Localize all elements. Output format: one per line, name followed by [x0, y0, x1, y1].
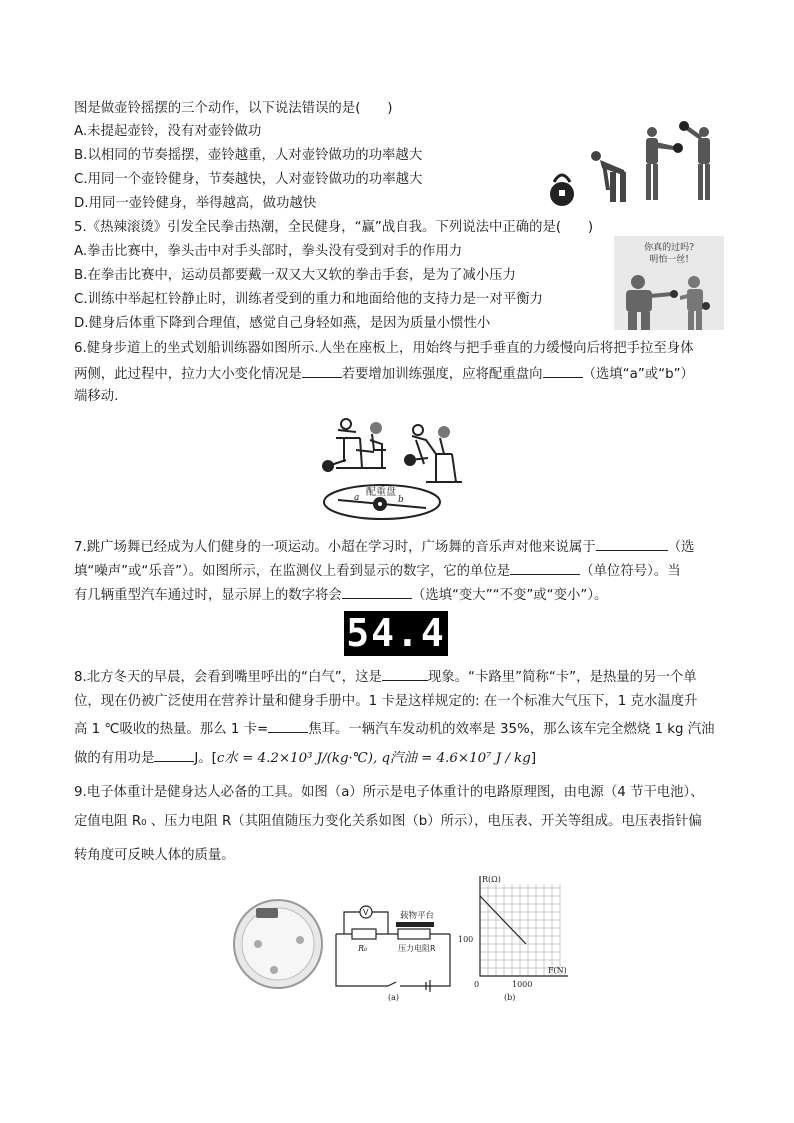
q5-option-c: C.训练中举起杠铃静止时，训练者受到的重力和地面给他的支持力是一对平衡力 [74, 292, 543, 307]
q8-line3-text-a: 高 1 ℃吸收的热量。那么 1 卡= [74, 722, 269, 737]
circuit-diagram-a [330, 900, 460, 1004]
noise-monitor-display: 54.4 [344, 611, 448, 656]
q8-line4-text-a: 做的有用功是 [74, 751, 155, 766]
q6-line2-text-b: 若要增加训练强度，应将配重盘向 [341, 367, 543, 382]
q6-line2-text-a: 两侧，此过程中，拉力大小变化情况是 [74, 367, 302, 382]
q7-line2 [74, 561, 681, 581]
boxing-caption-1: 你真的过吗? [644, 243, 694, 253]
rowing-machine-figure [316, 410, 476, 520]
q8-line4 [74, 748, 536, 768]
graph-xlabel: F(N) [548, 966, 567, 975]
q8-answer-blank-2[interactable] [268, 719, 308, 733]
q8-formula: c水 = 4.2×10³ J/(kg·℃), q汽油 = 4.6×10⁷ J / kg [216, 751, 531, 766]
q8-line3 [74, 719, 715, 739]
q-kettlebell-option-a: A.未提起壶铃，没有对壶铃做功 [74, 124, 262, 139]
q8-line1-text-b: 现象。“卡路里”简称“卡”，是热量的另一个单 [427, 670, 697, 685]
q5-option-a: A.拳击比赛中，拳头击中对手头部时，拳头没有受到对手的作用力 [74, 244, 463, 259]
voltmeter-label: V [363, 908, 369, 917]
q6-answer-blank-1[interactable] [302, 364, 342, 378]
counterweight-label-b: b [398, 495, 404, 505]
q-kettlebell-option-c: C.用同一个壶铃健身，节奏越快，人对壶铃做功的功率越大 [74, 172, 423, 187]
q7-line3 [74, 585, 607, 605]
r0-label: R₀ [358, 944, 368, 953]
q-kettlebell-option-b: B.以相同的节奏摇摆，壶铃越重，人对壶铃做功的功率越大 [74, 148, 423, 163]
athlete-swing-figure [646, 127, 683, 200]
q8-line1 [74, 667, 697, 687]
q5-stem: 5.《热辣滚烫》引发全民拳击热潮，全民健身，“赢”战自我。下列说法中正确的是( ) [74, 220, 594, 235]
boxing-caption-2: 明怕一丝! [649, 255, 689, 265]
q5-option-d: D.健身后体重下降到合理值，感觉自己身轻如燕，是因为质量小惯性小 [74, 316, 491, 331]
circuit-caption: (a) [388, 993, 400, 1002]
q7-answer-blank-1[interactable] [596, 537, 668, 551]
q-kettlebell-stem: 图是做壶铃摇摆的三个动作，以下说法错误的是( ) [74, 101, 393, 116]
q7-line2-text-b: （单位符号）。当 [580, 564, 681, 579]
q8-line4-end: ] [530, 751, 537, 766]
q7-line3-text-b: （选填“变大”“不变”或“变小”）。 [411, 588, 608, 603]
graph-xtick: 1000 [512, 980, 533, 989]
counterweight-label: 配重盘 [366, 487, 396, 498]
q7-answer-blank-3[interactable] [342, 585, 412, 599]
q6-line2-text-c: （选填“a”或“b”） [582, 367, 694, 382]
q9-line2: 定值电阻 R₀ 、压力电阻 R（其阻值随压力变化关系如图（b）所示），电压表、开关等组成。电压表指针偏 [74, 814, 702, 829]
q6-answer-blank-2[interactable] [543, 364, 583, 378]
q6-line2 [74, 364, 694, 384]
q-kettlebell-option-d: D.用同一壶铃健身，举得越高，做功越快 [74, 196, 317, 211]
graph-ylabel: R(Ω) [482, 875, 501, 884]
kettlebell-icon [550, 175, 574, 206]
q8-answer-blank-3[interactable] [154, 748, 194, 762]
q7-line1 [74, 537, 694, 557]
kettlebell-swing-figure [544, 120, 724, 212]
athlete-raised-figure [679, 121, 710, 200]
q6-line1: 6.健身步道上的坐式划船训练器如图所示.人坐在座板上，用始终与把手垂直的力缓慢向后将把手拉至身体 [74, 341, 694, 356]
athlete-bent-figure [591, 151, 626, 202]
q8-line3-text-b: 焦耳。一辆汽车发动机的效率是 35%，那么该车完全燃烧 1 kg 汽油 [308, 722, 715, 737]
load-platform-bar [396, 922, 434, 927]
q6-line3: 端移动. [74, 389, 119, 404]
q5-option-b: B.在拳击比赛中，运动员都要戴一双又大又软的拳击手套，是为了减小压力 [74, 268, 516, 283]
graph-axes [480, 876, 568, 976]
q7-line1-text-b: （选 [667, 540, 695, 555]
q7-answer-blank-2[interactable] [510, 561, 580, 575]
graph-grid [480, 884, 560, 976]
q9-line3: 转角度可反映人体的质量。 [74, 848, 235, 863]
bathroom-scale-image [230, 896, 326, 992]
q8-line1-text-a: 8.北方冬天的早晨，会看到嘴里呼出的“白气”，这是 [74, 670, 382, 685]
counterweight-label-a: a [354, 493, 360, 503]
q7-line1-text-a: 7.跳广场舞已经成为人们健身的一项运动。小超在学习时，广场舞的音乐声对他来说属于 [74, 540, 596, 555]
graph-ytick: 100 [458, 935, 474, 944]
q7-line3-text-a: 有几辆重型汽车通过时，显示屏上的数字将会 [74, 588, 342, 603]
q8-line2: 位，现在仍被广泛使用在营养计量和健身手册中。1 卡是这样规定的: 在一个标准大气压下，1 克水温度升 [74, 694, 698, 709]
boxers-illustration [614, 266, 724, 330]
q9-line1: 9.电子体重计是健身达人必备的工具。如图（a）所示是电子体重计的电路原理图，由电源（4 节干电池）、 [74, 785, 704, 800]
boxing-movie-image [614, 236, 724, 330]
q7-line2-text-a: 填“噪声”或“乐音”）。如图所示，在监测仪上看到显示的数字，它的单位是 [74, 564, 511, 579]
graph-origin: 0 [474, 980, 480, 989]
resistance-force-graph [458, 872, 574, 1006]
pressure-resistor-label: 压力电阻R [398, 944, 436, 953]
q8-line4-text-b: J。[ [194, 751, 217, 766]
graph-caption: (b) [504, 993, 516, 1002]
q8-answer-blank-1[interactable] [382, 667, 428, 681]
platform-label: 载物平台 [400, 911, 435, 921]
